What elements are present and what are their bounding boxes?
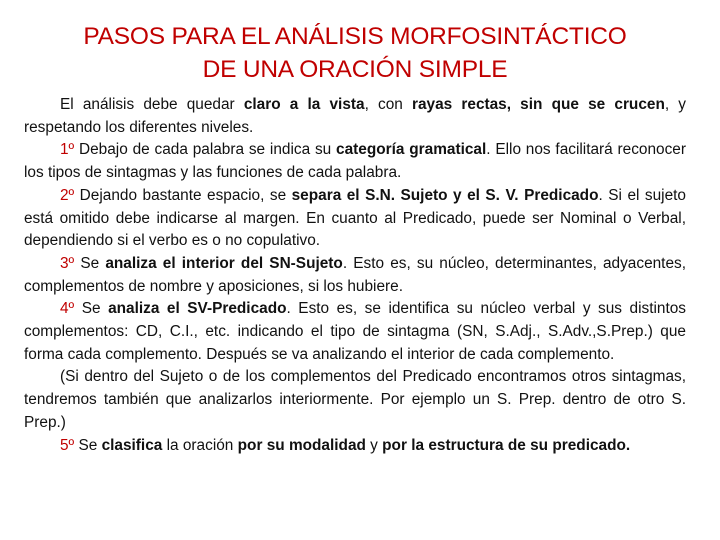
step-1-text-2: . Ello nos facilitará reconocer los tipos de sintagmas y las funciones de cada palabra. [24, 141, 686, 182]
step-3-paragraph [24, 253, 686, 298]
step-4-bold-1: analiza el SV-Predicado [108, 300, 287, 318]
step-4-text-1: Se [74, 300, 109, 318]
note-text: (Si dentro del Sujeto o de los complementos del Predicado encontramos otros sintagmas, tendremos también que analizarlos interiormente. Por ejemplo un S. Prep. dentro de otro S. Prep.) [24, 368, 686, 431]
step-1-bold-1: categoría gramatical [336, 141, 487, 159]
intro-bold-1: claro a la vista [243, 96, 365, 113]
step-1-text-1: Debajo de cada palabra se indica su [74, 141, 337, 159]
intro-bold-2: rayas rectas, sin que se crucen [412, 96, 665, 113]
step-2-bold-1: separa el S.N. Sujeto y el S. V. Predicado [291, 186, 599, 204]
step-4-number: 4º [60, 300, 75, 318]
step-5-paragraph [24, 435, 686, 458]
step-5-bold-3: por la estructura de su predicado. [382, 436, 631, 454]
intro-text-3: , y respetando los diferentes niveles. [24, 96, 686, 136]
step-5-number: 5º [60, 436, 75, 454]
title-line-1: PASOS PARA EL ANÁLISIS MORFOSINTÁCTICO [83, 23, 627, 50]
step-2-number: 2º [60, 186, 75, 204]
note-paragraph [24, 366, 686, 434]
step-2-text-1: Dejando bastante espacio, se [74, 186, 292, 204]
step-1-number: 1º [60, 141, 75, 159]
step-5-text-3: y [365, 436, 383, 454]
step-4-paragraph [24, 298, 686, 366]
step-5-bold-2: por su modalidad [237, 436, 366, 454]
document-body [24, 94, 686, 457]
step-4-text-2: . Esto es, se identifica su núcleo verbal y sus distintos complementos: CD, C.I., etc. indicando el tipo de sintagma (SN, S.Adj., S.Adv.,S.Prep.) que forma cada complemento. Después se va analizando el interior de cada complemento. [24, 300, 686, 363]
step-5-text-2: la oración [162, 436, 238, 454]
step-5-bold-1: clasifica [101, 436, 163, 454]
step-3-bold-1: analiza el interior del SN-Sujeto [105, 254, 343, 272]
step-2-paragraph [24, 185, 686, 253]
step-3-number: 3º [60, 254, 75, 272]
step-3-text-2: . Esto es, su núcleo, determinantes, adyacentes, complementos de nombre y aposiciones, si los hubiere. [24, 254, 686, 295]
step-1-paragraph [24, 139, 686, 184]
intro-paragraph [24, 94, 686, 139]
step-5-text-1: Se [74, 436, 102, 454]
step-3-text-1: Se [74, 254, 106, 272]
intro-text-1: El análisis debe quedar [60, 96, 244, 113]
step-2-text-2: . Si el sujeto está omitido debe indicarse al margen. En cuanto al Predicado, puede ser Nominal o Verbal, dependiendo si el verbo es o no copulativo. [24, 186, 686, 250]
intro-text-2: , con [364, 96, 412, 113]
title-line-2: DE UNA ORACIÓN SIMPLE [202, 56, 508, 83]
page-title [24, 20, 686, 86]
